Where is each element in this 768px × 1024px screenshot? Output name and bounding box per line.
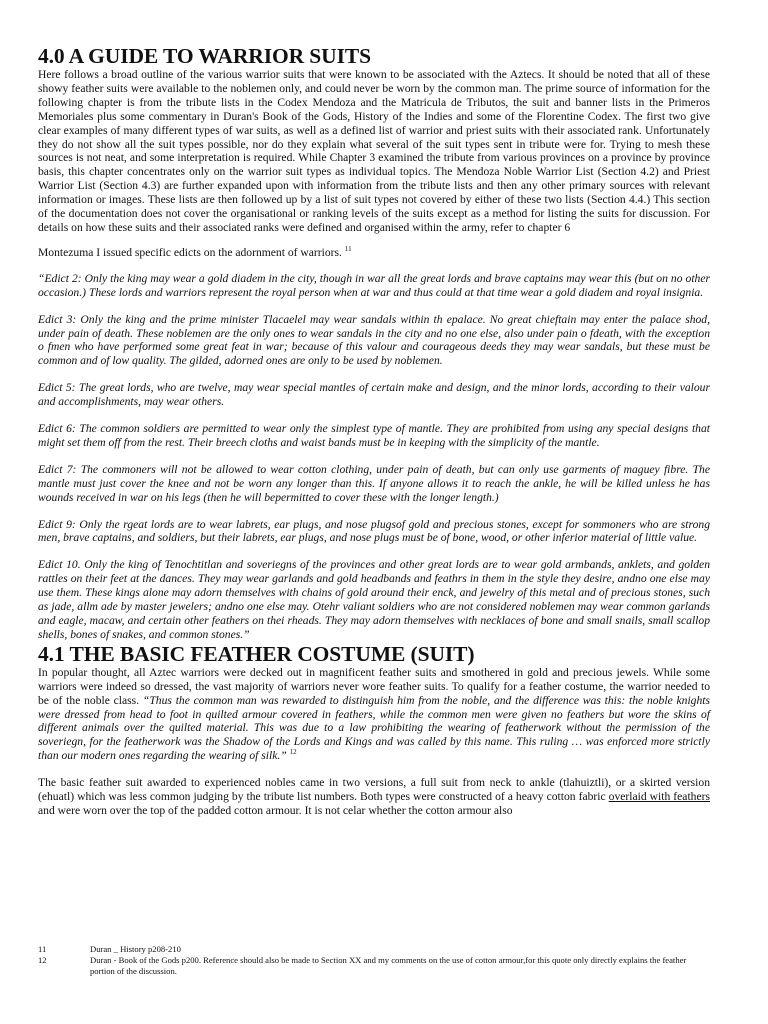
footnote-number: 11 bbox=[38, 944, 47, 954]
edict-6: Edict 6: The common soldiers are permitted to wear only the simplest type of mantle. They are prohibited from using any special designs that might set them off from the rest. Their breech cloths and waist bands must be in keeping with the simplicity of the mantle. bbox=[38, 422, 710, 449]
intro-paragraph: Here follows a broad outline of the various warrior suits that were known to be associated with the Aztecs. It should be noted that all of these showy feather suits were available to the noblemen only, and could never be worn by the common man. The prime source of information for the following chapter is from the tribute lists in the Codex Mendoza and the Matricula de Tributos, the suit and banner lists in the Primeros Memoriales plus some commentary in Duran's Book of the Gods, History of the Indies and some of the Florentine Codex. The first two give clear examples of many different types of war suits, as well as a defined list of warrior and priest suits with their associated rank. Unfortunately they do not show all the suit types possible, nor do they explain what several of the suit types sent in tribute were for. Trying to mesh these sources is not neat, and some interpretation is required. While Chapter 3 examined the tribute from various provinces on a province by province basis, this chapter concentrates only on the warrior suit types as individual topics. The Mendoza Noble Warrior List (Section 4.2) and Priest Warrior List (Section 4.3) are further expanded upon with information from the tribute lists and then any other primary sources with relevant information or images. These lists are then followed up by a list of suit types not covered by either of these two lists (Section 4.4.) This section of the documentation does not cover the organisational or ranking levels of the suits except as a method for listing the suits for discussion. For details on how these suits and their associated ranks were defined and organised within the army, refer to chapter 6 bbox=[38, 68, 710, 234]
edict-5: Edict 5: The great lords, who are twelve, may wear special mantles of certain make and design, and the minor lords, according to their valour and accomplishments, may wear others. bbox=[38, 381, 710, 409]
footnote-ref-11: 11 bbox=[344, 245, 352, 254]
footnote-11 bbox=[38, 944, 710, 955]
paragraph-end: and were worn over the top of the padded cotton armour. It is not celar whether the cotton armour also bbox=[38, 803, 513, 817]
underlined-phrase: overlaid with feathers bbox=[608, 790, 710, 804]
footnote-number: 12 bbox=[38, 955, 47, 965]
section-heading-4-0: 4.0 A GUIDE TO WARRIOR SUITS bbox=[38, 44, 371, 68]
document-body bbox=[38, 44, 710, 818]
footnote-text: Duran _ History p208-210 bbox=[90, 944, 181, 954]
paragraph-start: The basic feather suit awarded to experienced nobles came in two versions, a full suit from neck to ankle (tlahuiztli), or a skirted version (ehuatl) which was less common judging by the tribute list numbers. Both types were constructed of a heavy cotton fabric bbox=[38, 776, 710, 804]
footnote-ref-12: 12 bbox=[289, 748, 297, 757]
edict-9: Edict 9: Only the rgeat lords are to wear labrets, ear plugs, and nose plugsof gold and precious stones, except for sommoners who are strong men, brave captains, and soldiers, but their labrets, ear plugs, and nose plugs must be of bone, wood, or other inferior material of little value. bbox=[38, 517, 710, 545]
footnotes bbox=[38, 944, 710, 977]
footnote-text: Duran - Book of the Gods p200. Reference should also be made to Section XX and my comments on the use of cotton armour,for this quote only directly explains the feather portion of the discussion. bbox=[90, 955, 687, 976]
paragraph-plain-text: In popular thought, all Aztec warriors were decked out in magnificent feather suits and smothered in gold and precious jewels. While some warriors were indeed so dressed, the vast majority of warriors never wore feather suits. To qualify for a feather costume, the warrior needed to be of the noble class. bbox=[38, 665, 710, 707]
suit-versions-paragraph bbox=[38, 776, 710, 818]
footnote-12 bbox=[38, 955, 710, 977]
duran-quote: “Thus the common man was rewarded to distinguish him from the noble, and the difference was this: the noble knights were dressed from head to foot in quilted armour covered in feathers, while the common men were given no feathers but wore the skins of different animals over the quilted material. This was due to a law prohibiting the wearing of featherwork without the permission of the soveriegn, for the featherwork was the Shadow of the Lords and Kings and was called by this name. This ruling … was enforced more strictly than our modern ones regarding the wearing of silk.” bbox=[38, 693, 710, 763]
edict-10: Edict 10. Only the king of Tenochtitlan and soveriegns of the provinces and other great lords are to wear gold armbands, anklets, and golden rattles on their feet at the dances. They may wear garlands and gold headbands and feathrs in them in the style they desire, andno one else may use them. These kings alone may adorn themselves with chains of gold around their enck, and jewelry of this metal and of precious stones, such as jade, allm ade by master jewelers; andno one else may. Otehr valiant soldiers who are not considered noblemen may wear common garlands and eagle, macaw, and certain other feathers on thei rheads. They may adorn themselves with necklaces of bone and small snails, small scallop shells, bones of snakes, and common stones.” bbox=[38, 558, 710, 641]
montezuma-paragraph bbox=[38, 246, 710, 260]
edict-2: “Edict 2: Only the king may wear a gold diadem in the city, though in war all the great lords and brave captains may wear this (but on no other occasion.) These lords and warriors represent the royal person when at war and thus could at that time wear a gold diadem and royal insignia. bbox=[38, 271, 710, 299]
montezuma-text: Montezuma I issued specific edicts on the adornment of warriors. bbox=[38, 245, 342, 259]
section-heading-4-1: 4.1 THE BASIC FEATHER COSTUME (SUIT) bbox=[38, 641, 475, 666]
feather-costume-paragraph bbox=[38, 666, 710, 763]
edict-3: Edict 3: Only the king and the prime minister Tlacaelel may wear sandals within th epalace. No great chieftain may enter the palace shod, under pain of death. These noblemen are the only ones to wear sandals in the city and no one else, also under pain o fdeath, with the exception o fmen who have performed some great feat in war; because of this valour and courageous deeds they may wear sandals, but these must be common and of low quality. The gilded, adorned ones are only to be used by noblemen. bbox=[38, 312, 710, 368]
edict-7: Edict 7: The commoners will not be allowed to wear cotton clothing, under pain of death, but can only use garments of maguey fibre. The mantle must just cover the knee and not be worn any longer than this. If anyone allows it to reach the ankle, he will be killed unless he has wounds received in war on his legs (then he will bepermitted to cover these with the longer length.) bbox=[38, 462, 710, 504]
